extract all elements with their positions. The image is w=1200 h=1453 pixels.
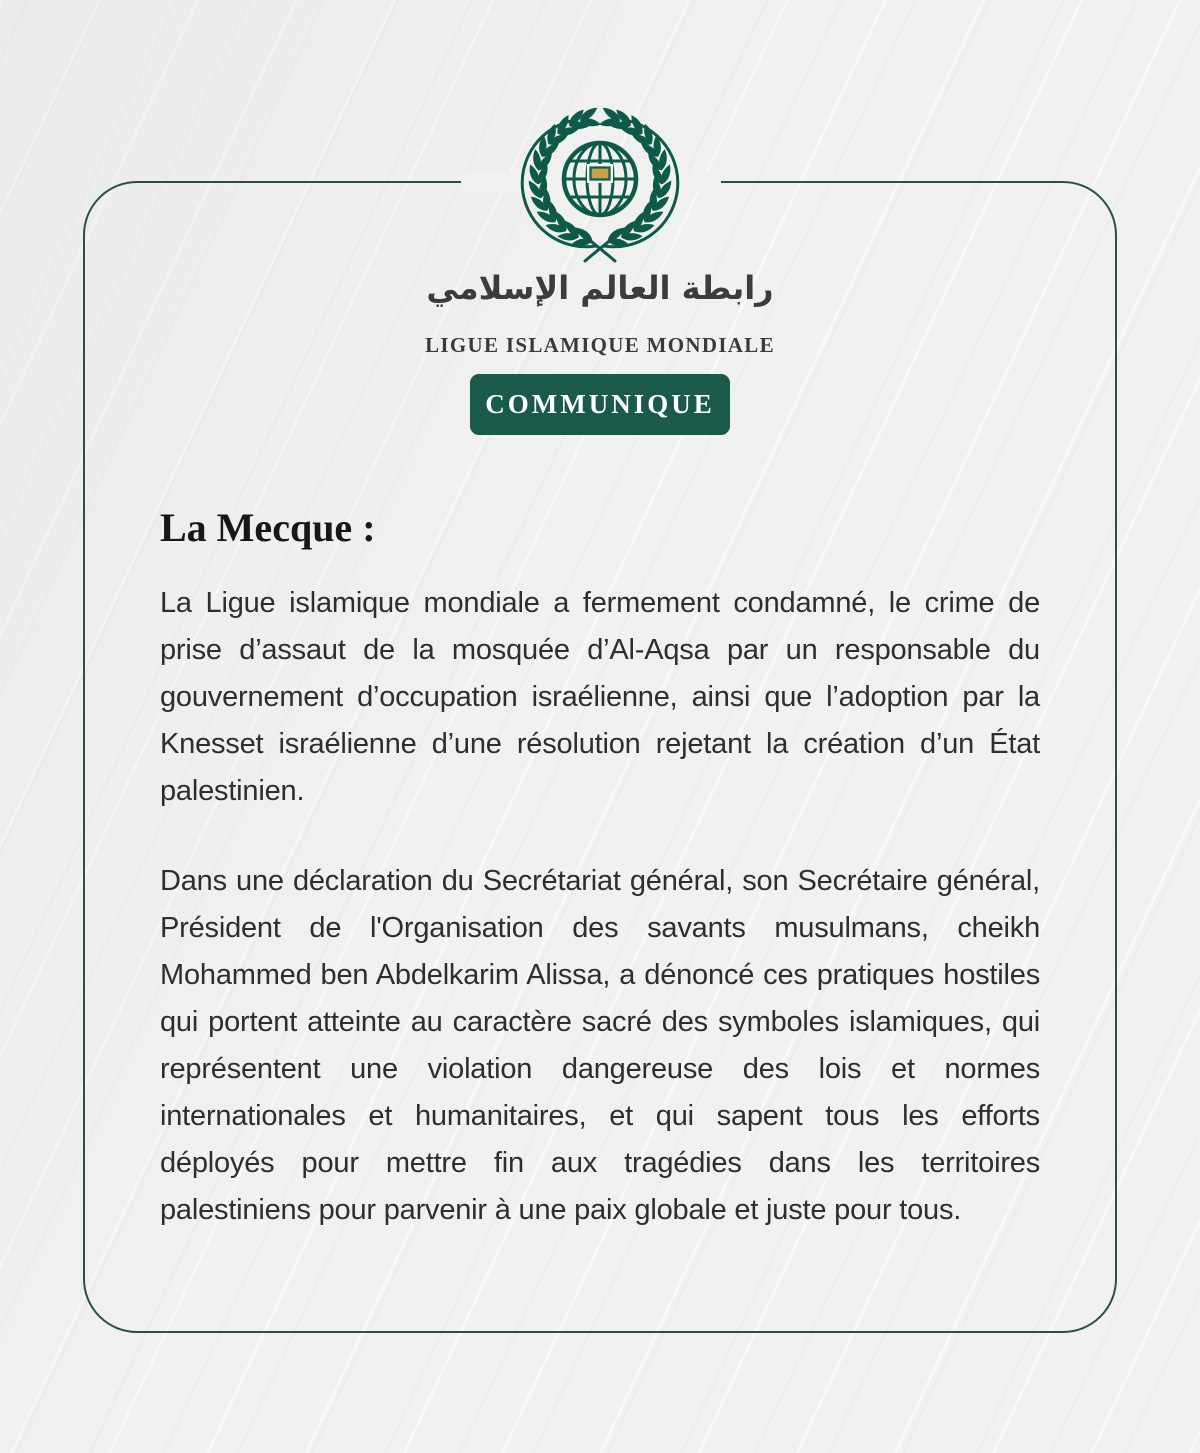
paragraph-declaration: Dans une déclaration du Secrétariat général, son Secrétaire général, Président de l'Organisation des savants musulmans, cheikh Mohammed ben Abdelkarim Alissa, a dénoncé ces pratiques hostiles qui portent atteinte au caractère sacré des symboles islamiques, qui représentent une violation dangereuse des lois et normes internationales et humanitaires, et qui sapent tous les efforts déployés pour mettre fin aux tragédies dans les territoires palestiniens pour parvenir à une paix globale et juste pour tous.	[160, 865, 1040, 1226]
communique-body	[160, 505, 1040, 1234]
arabic-organization-name: رابطة العالم الإسلامي	[426, 269, 774, 307]
organization-name: LIGUE ISLAMIQUE MONDIALE	[425, 333, 775, 357]
communique-badge: COMMUNIQUE	[470, 374, 730, 435]
kaaba-icon	[587, 164, 613, 183]
dateline: La Mecque :	[160, 505, 376, 550]
paragraph-condemnation: La Ligue islamique mondiale a fermement condamné, le crime de prise d’assaut de la mosquée d’Al-Aqsa par un responsable du gouvernement d’occupation israélienne, ainsi que l’adoption par la Knesset israélienne d’une résolution rejetant la création d’un État palestinien.	[160, 587, 1040, 807]
